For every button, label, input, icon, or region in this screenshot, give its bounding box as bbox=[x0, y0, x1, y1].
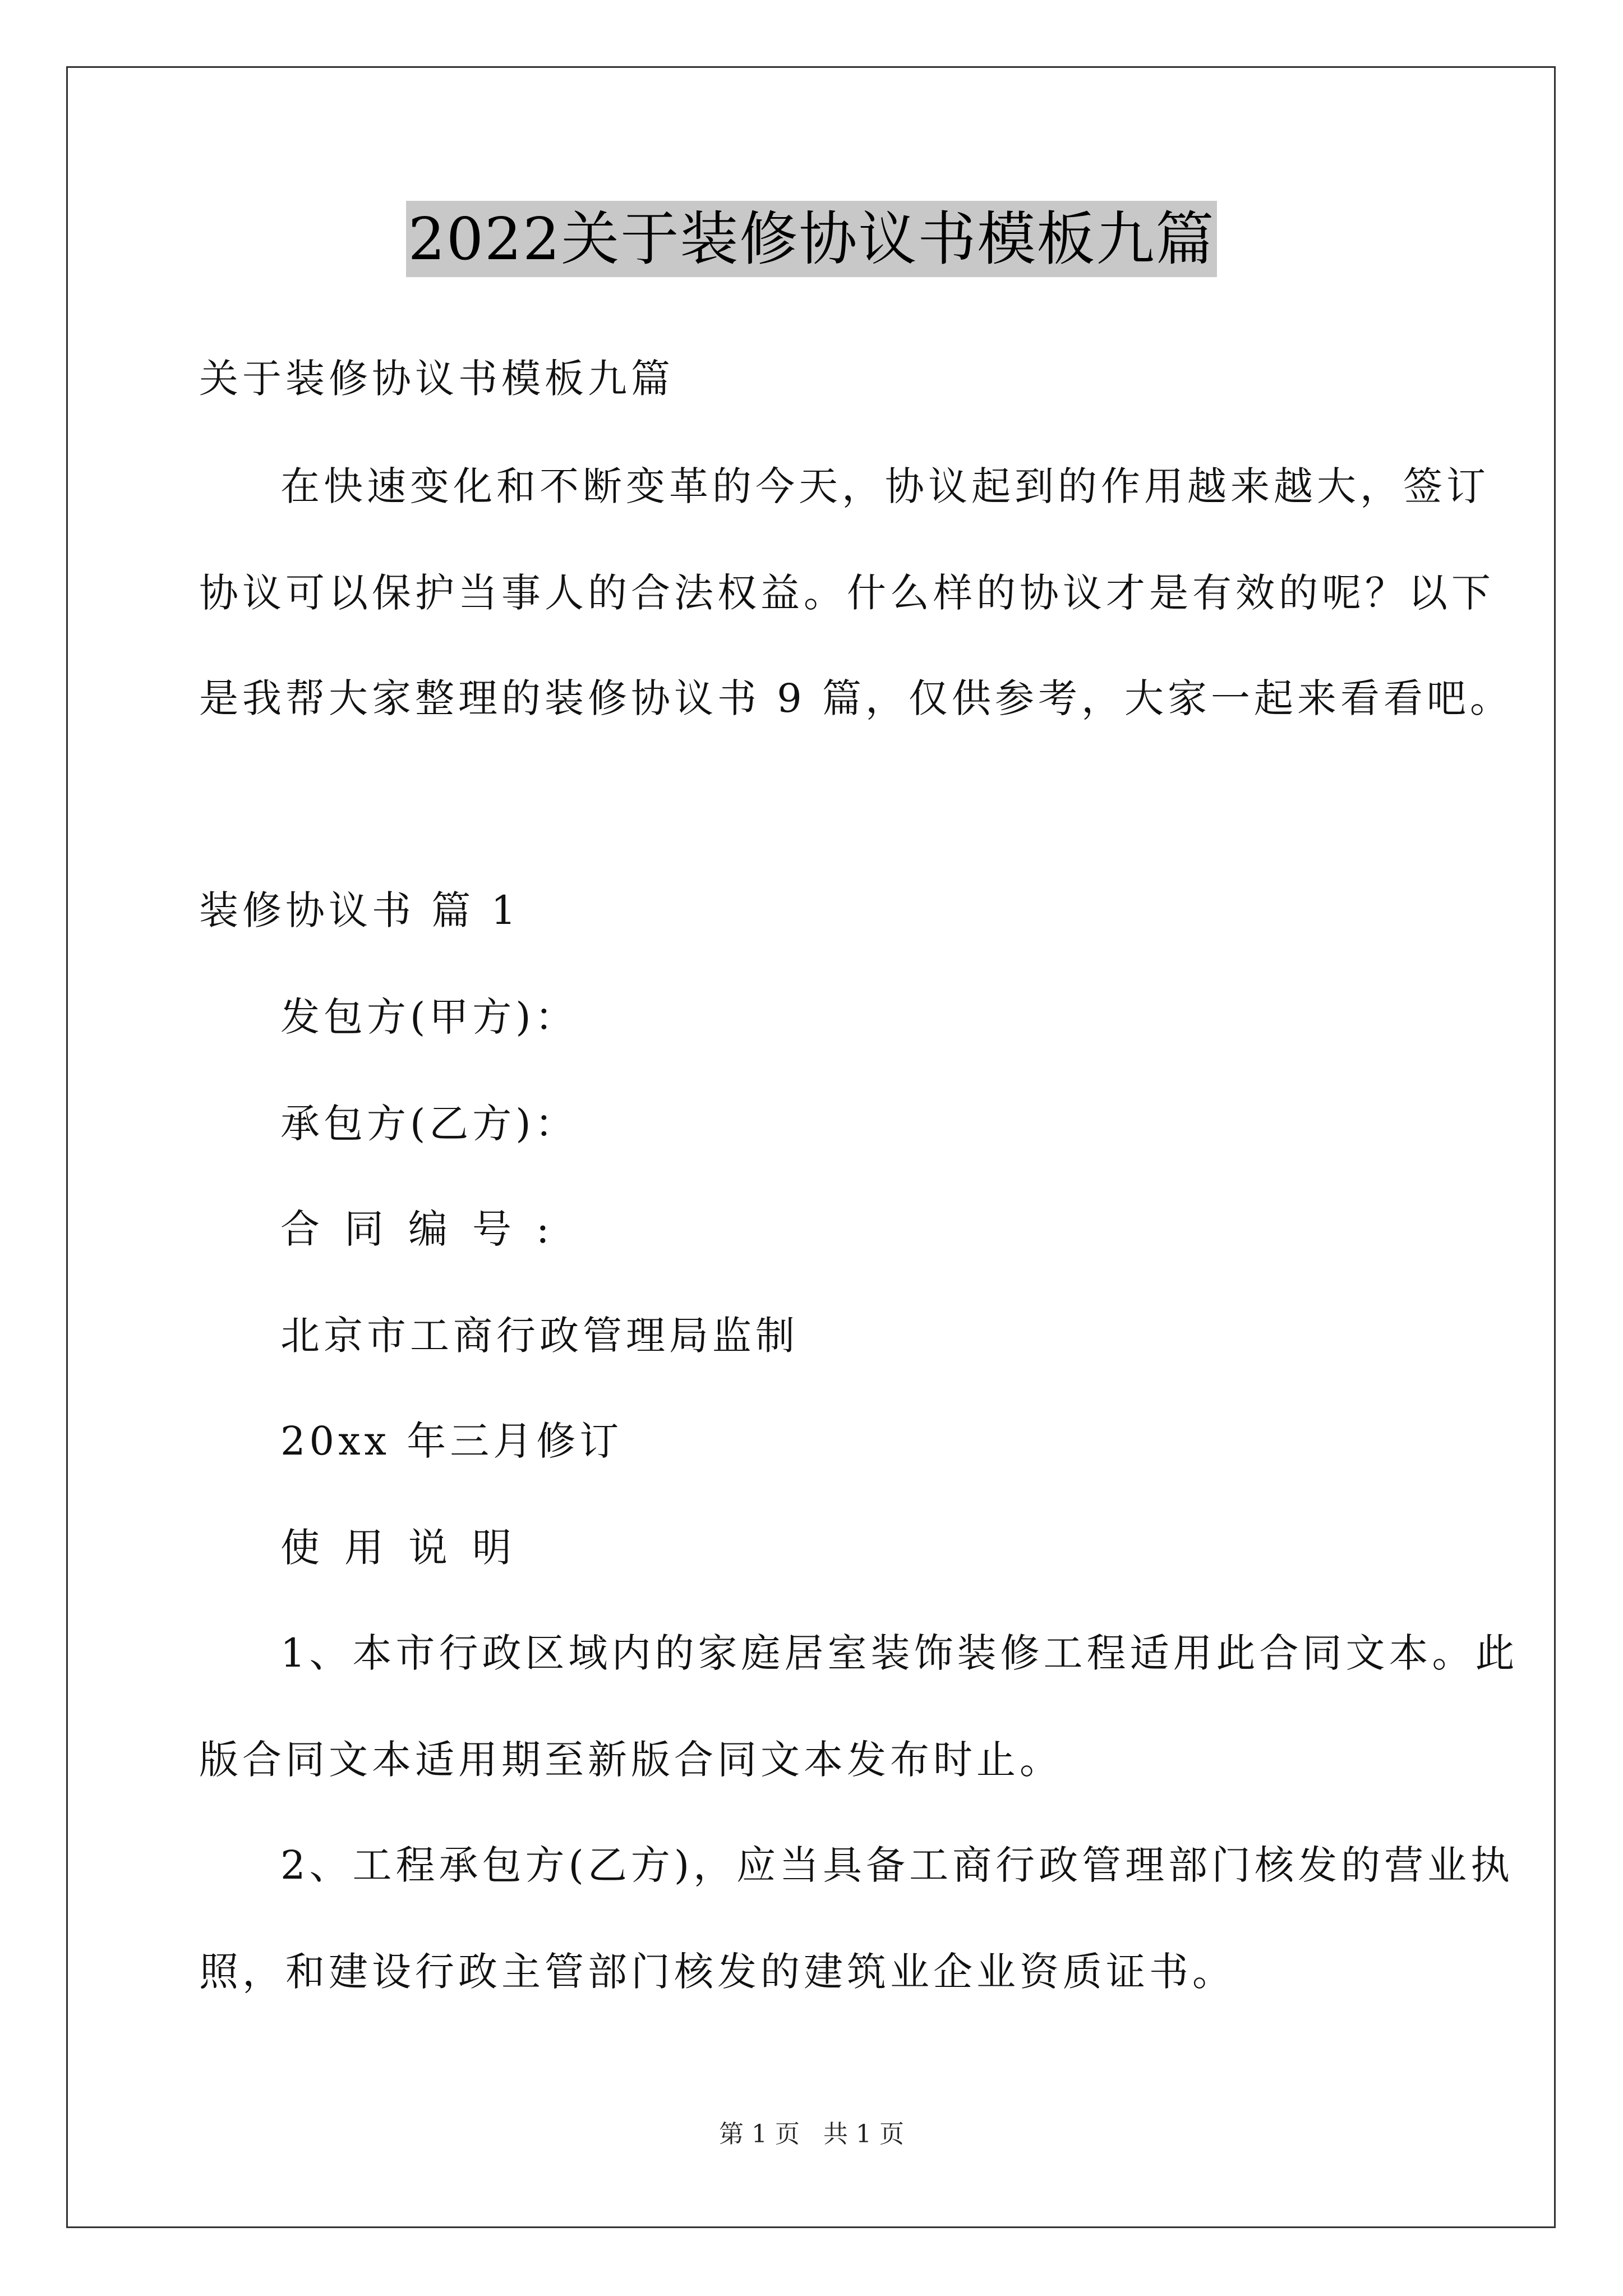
item-1-line-2: 版合同文本适用期至新版合同文本发布时止。 bbox=[199, 1737, 1063, 1783]
document-subtitle: 关于装修协议书模板九篇 bbox=[199, 356, 674, 402]
item-2-line-1: 2、工程承包方(乙方)，应当具备工商行政管理部门核发的营业执 bbox=[280, 1842, 1514, 1888]
supervisor-line: 北京市工商行政管理局监制 bbox=[280, 1313, 799, 1359]
section-heading: 装修协议书 篇 1 bbox=[199, 887, 520, 933]
intro-line-2: 协议可以保护当事人的合法权益。什么样的协议才是有效的呢？以下 bbox=[199, 570, 1495, 616]
item-1-line-1: 1、本市行政区域内的家庭居室装饰装修工程适用此合同文本。此 bbox=[280, 1630, 1519, 1676]
usage-heading: 使用说明 bbox=[280, 1525, 536, 1571]
contract-number-label: 合同编号: bbox=[280, 1206, 574, 1252]
party-b-label: 承包方(乙方)： bbox=[280, 1101, 578, 1147]
item-2-line-2: 照，和建设行政主管部门核发的建筑业企业资质证书。 bbox=[199, 1949, 1235, 1995]
party-a-label: 发包方(甲方)： bbox=[280, 994, 578, 1040]
page-footer bbox=[0, 2118, 1623, 2151]
footer-page-number: 第 1 页 bbox=[719, 2120, 800, 2148]
intro-line-1: 在快速变化和不断变革的今天，协议起到的作用越来越大，签订 bbox=[280, 463, 1490, 509]
intro-line-3: 是我帮大家整理的装修协议书 9 篇，仅供参考，大家一起来看看吧。 bbox=[199, 675, 1514, 721]
revision-line: 20xx 年三月修订 bbox=[280, 1418, 623, 1464]
title-container bbox=[0, 201, 1623, 277]
document-title: 2022关于装修协议书模板九篇 bbox=[406, 201, 1218, 277]
footer-total-pages: 共 1 页 bbox=[823, 2120, 904, 2148]
